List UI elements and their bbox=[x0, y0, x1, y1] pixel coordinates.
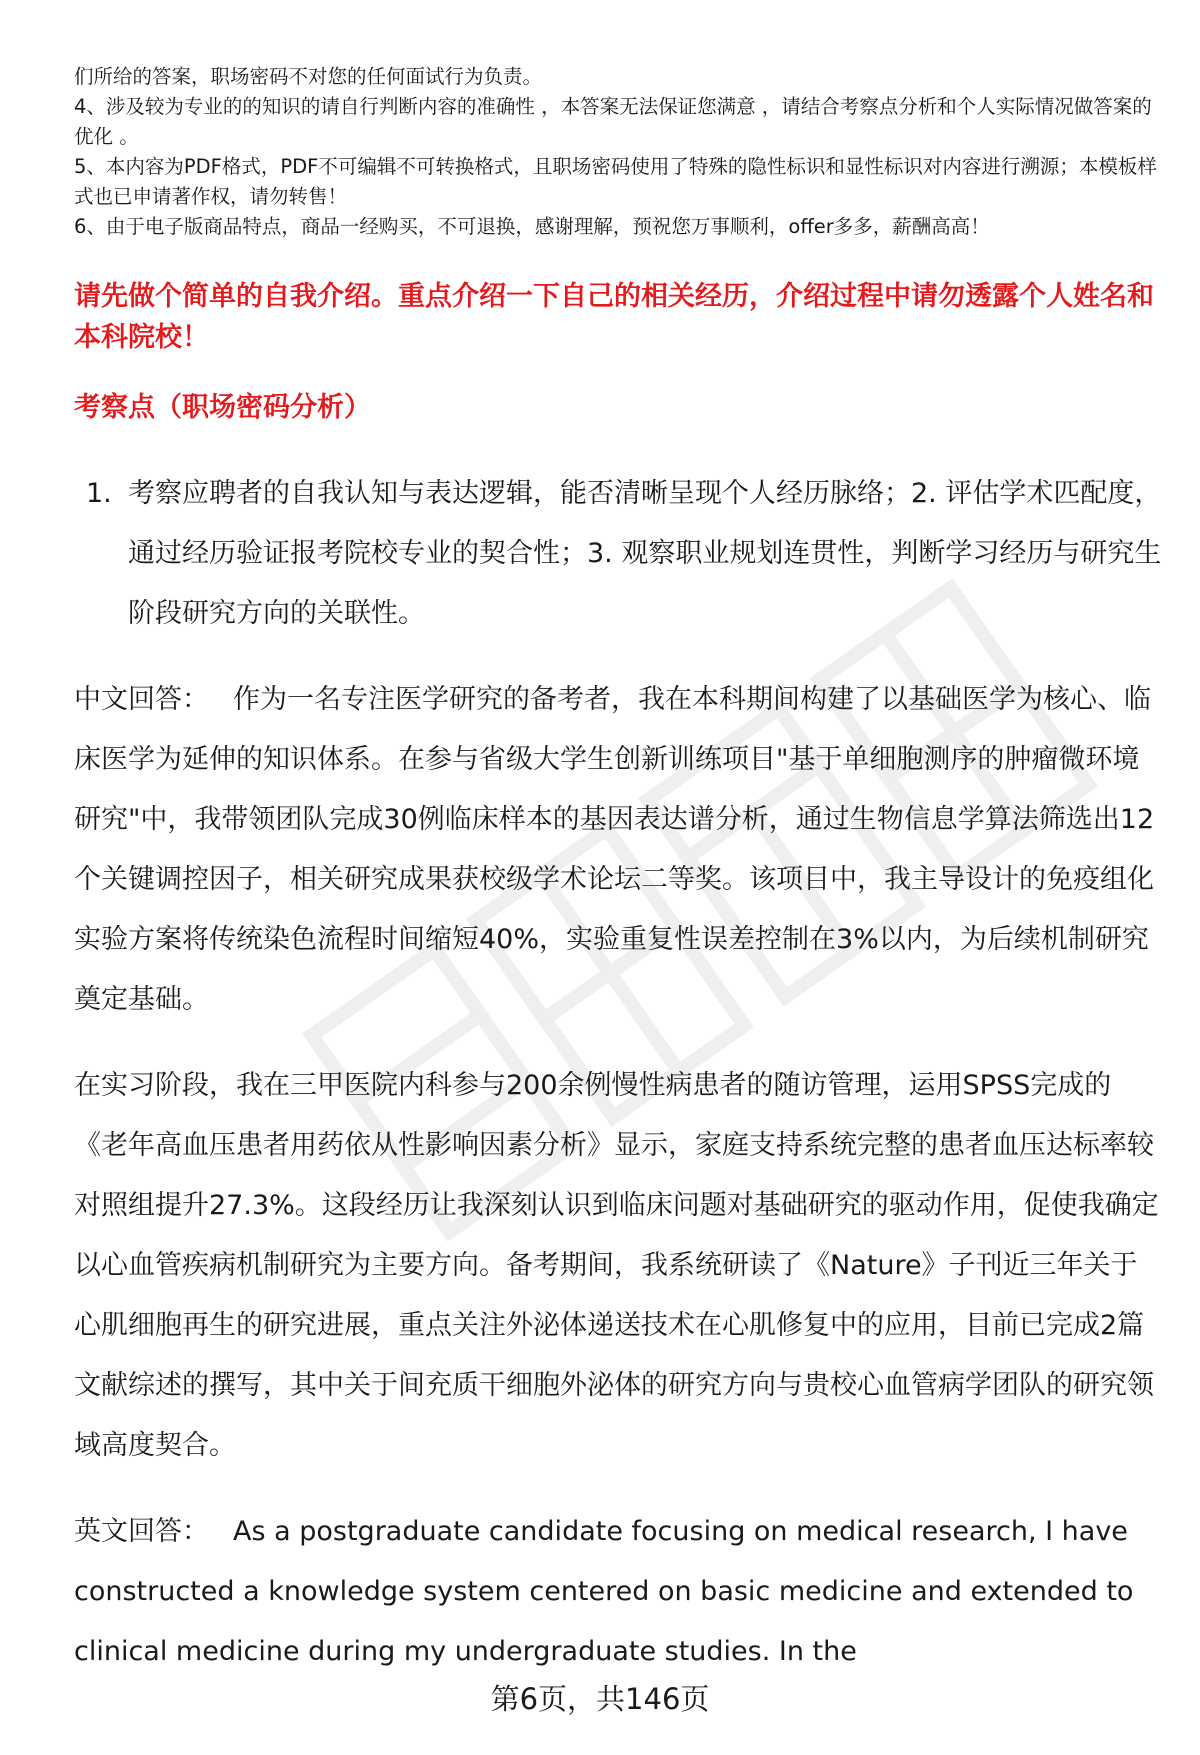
disclaimer-notes bbox=[74, 62, 1164, 242]
english-answer-paragraph bbox=[74, 1502, 1164, 1682]
point-number: 1. bbox=[86, 478, 112, 509]
section-title: 考察点（职场密码分析） bbox=[74, 392, 371, 423]
note-line: 4、涉及较为专业的的知识的请自行判断内容的准确性 ，本答案无法保证您满意 ，请结合考察点分析和个人实际情况做答案的优化 。 bbox=[74, 95, 1152, 148]
point-text: 考察应聘者的自我认知与表达逻辑，能否清晰呈现个人经历脉络；2. 评估学术匹配度，通过经历验证报考院校专业的契合性；3. 观察职业规划连贯性，判断学习经历与研究生阶段研究方向的关联性。 bbox=[128, 478, 1162, 629]
chinese-answer-paragraph-2: 在实习阶段，我在三甲医院内科参与200余例慢性病患者的随访管理，运用SPSS完成的《老年高血压患者用药依从性影响因素分析》显示，家庭支持系统完整的患者血压达标率较对照组提升27.3%。这段经历让我深刻认识到临床问题对基础研究的驱动作用，促使我确定以心血管疾病机制研究为主要方向。备考期间，我系统研读了《Nature》子刊近三年关于心肌细胞再生的研究进展，重点关注外泌体递送技术在心肌修复中的应用，目前已完成2篇文献综述的撰写，其中关于间充质干细胞外泌体的研究方向与贵校心血管病学团队的研究领域高度契合。 bbox=[74, 1070, 1159, 1461]
assessment-points bbox=[86, 464, 1164, 644]
note-line: 5、本内容为PDF格式，PDF不可编辑不可转换格式，且职场密码使用了特殊的隐性标识和显性标识对内容进行溯源；本模板样式也已申请著作权，请勿转售！ bbox=[74, 155, 1157, 208]
english-answer-text: As a postgraduate candidate focusing on medical research, I have constructed a knowledge system centered on basic medicine and extended to clinical medicine during my undergraduate studies. In the bbox=[74, 1516, 1134, 1667]
english-answer-label: 英文回答： bbox=[74, 1516, 209, 1547]
interview-question: 请先做个简单的自我介绍。重点介绍一下自己的相关经历，介绍过程中请勿透露个人姓名和本科院校！ bbox=[74, 281, 1154, 353]
chinese-answer-paragraph-1 bbox=[74, 670, 1164, 1030]
note-line: 们所给的答案，职场密码不对您的任何面试行为负责。 bbox=[74, 65, 543, 88]
note-line: 6、由于电子版商品特点，商品一经购买，不可退换，感谢理解，预祝您万事顺利，offer多多，薪酬高高！ bbox=[74, 215, 990, 238]
chinese-answer-text: 作为一名专注医学研究的备考者，我在本科期间构建了以基础医学为核心、临床医学为延伸的知识体系。在参与省级大学生创新训练项目"基于单细胞测序的肿瘤微环境研究"中，我带领团队完成30例临床样本的基因表达谱分析，通过生物信息学算法筛选出12个关键调控因子，相关研究成果获校级学术论坛二等奖。该项目中，我主导设计的免疫组化实验方案将传统染色流程时间缩短40%，实验重复性误差控制在3%以内，为后续机制研究奠定基础。 bbox=[74, 684, 1155, 1015]
page-number-footer: 第6页，共146页 bbox=[490, 1682, 710, 1716]
chinese-answer-label: 中文回答： bbox=[74, 684, 209, 715]
